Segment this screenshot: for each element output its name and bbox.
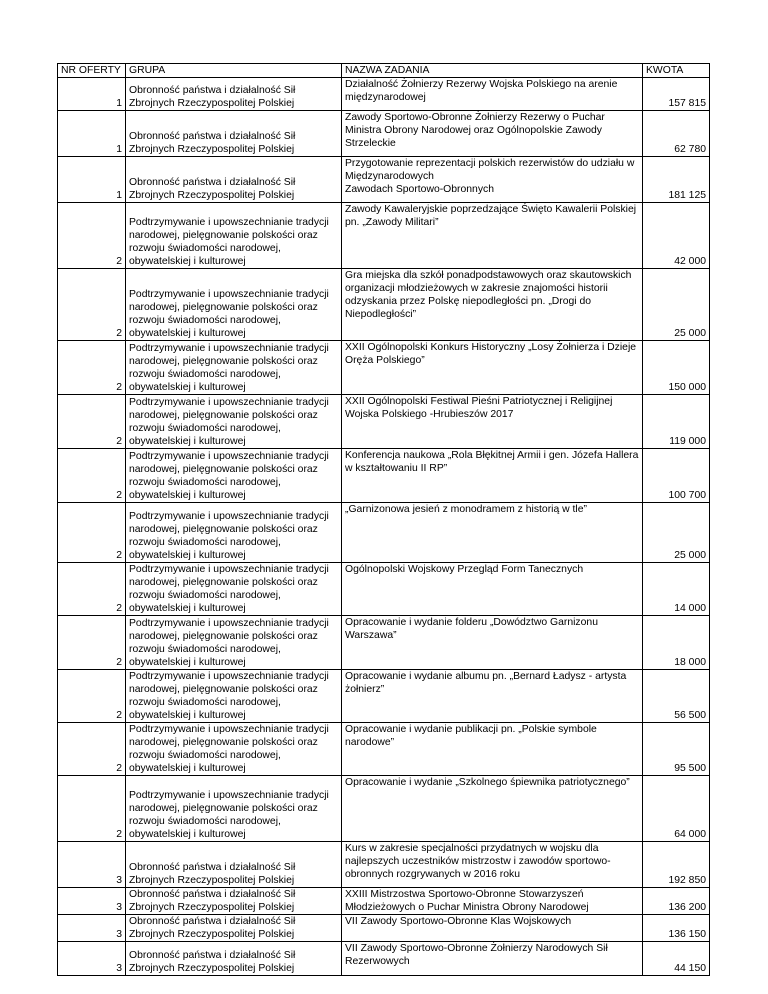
group-cell: Podtrzymywanie i upowszechnianie tradycji narodowej, pielęgnowanie polskości oraz rozwoju świadomości narodowej, obywatelskiej i kulturowej bbox=[126, 269, 342, 341]
group-cell: Obronność państwa i działalność Sił Zbrojnych Rzeczypospolitej Polskiej bbox=[126, 157, 342, 203]
task-name-cell: Gra miejska dla szkół ponadpodstawowych oraz skautowskich organizacji młodzieżowych w zakresie znajomości historii odzyskania przez Polskę niepodległości pn. „Drogi do Niepodległości” bbox=[342, 269, 643, 341]
table-row bbox=[58, 888, 710, 915]
offer-number-cell: 2 bbox=[58, 341, 126, 395]
offer-number-cell: 1 bbox=[58, 157, 126, 203]
group-cell: Podtrzymywanie i upowszechnianie tradycji narodowej, pielęgnowanie polskości oraz rozwoju świadomości narodowej, obywatelskiej i kulturowej bbox=[126, 616, 342, 670]
offer-number-cell: 2 bbox=[58, 670, 126, 723]
amount-cell: 42 000 bbox=[643, 203, 710, 269]
header-nr-oferty: NR OFERTY bbox=[58, 64, 126, 78]
table-row bbox=[58, 616, 710, 670]
amount-cell: 100 700 bbox=[643, 449, 710, 503]
table-row bbox=[58, 341, 710, 395]
amount-cell: 192 850 bbox=[643, 842, 710, 888]
task-name-cell: Opracowanie i wydanie albumu pn. „Bernard Ładysz - artysta żołnierz” bbox=[342, 670, 643, 723]
offer-number-cell: 2 bbox=[58, 723, 126, 776]
task-name-cell: VII Zawody Sportowo-Obronne Klas Wojskowych bbox=[342, 915, 643, 942]
offer-number-cell: 2 bbox=[58, 616, 126, 670]
task-name-cell: Ogólnopolski Wojskowy Przegląd Form Tanecznych bbox=[342, 563, 643, 616]
task-name-cell: Opracowanie i wydanie publikacji pn. „Polskie symbole narodowe” bbox=[342, 723, 643, 776]
group-cell: Obronność państwa i działalność Sił Zbrojnych Rzeczypospolitej Polskiej bbox=[126, 111, 342, 157]
amount-cell: 14 000 bbox=[643, 563, 710, 616]
table-row bbox=[58, 111, 710, 157]
table-row bbox=[58, 503, 710, 563]
task-name-cell: Działalność Żołnierzy Rezerwy Wojska Polskiego na arenie międzynarodowej bbox=[342, 78, 643, 111]
amount-cell: 136 150 bbox=[643, 915, 710, 942]
amount-cell: 95 500 bbox=[643, 723, 710, 776]
task-name-cell: XXII Ogólnopolski Festiwal Pieśni Patriotycznej i Religijnej Wojska Polskiego -Hrubieszów 2017 bbox=[342, 395, 643, 449]
amount-cell: 18 000 bbox=[643, 616, 710, 670]
offer-number-cell: 2 bbox=[58, 563, 126, 616]
offer-number-cell: 2 bbox=[58, 203, 126, 269]
group-cell: Podtrzymywanie i upowszechnianie tradycji narodowej, pielęgnowanie polskości oraz rozwoju świadomości narodowej, obywatelskiej i kulturowej bbox=[126, 395, 342, 449]
amount-cell: 64 000 bbox=[643, 776, 710, 842]
table-row bbox=[58, 157, 710, 203]
table-row bbox=[58, 670, 710, 723]
table-row bbox=[58, 563, 710, 616]
offer-number-cell: 3 bbox=[58, 842, 126, 888]
amount-cell: 44 150 bbox=[643, 942, 710, 976]
group-cell: Podtrzymywanie i upowszechnianie tradycji narodowej, pielęgnowanie polskości oraz rozwoju świadomości narodowej, obywatelskiej i kulturowej bbox=[126, 503, 342, 563]
offer-number-cell: 2 bbox=[58, 503, 126, 563]
group-cell: Podtrzymywanie i upowszechnianie tradycji narodowej, pielęgnowanie polskości oraz rozwoju świadomości narodowej, obywatelskiej i kulturowej bbox=[126, 449, 342, 503]
group-cell: Obronność państwa i działalność Sił Zbrojnych Rzeczypospolitej Polskiej bbox=[126, 888, 342, 915]
amount-cell: 136 200 bbox=[643, 888, 710, 915]
group-cell: Obronność państwa i działalność Sił Zbrojnych Rzeczypospolitej Polskiej bbox=[126, 915, 342, 942]
table-row bbox=[58, 395, 710, 449]
group-cell: Podtrzymywanie i upowszechnianie tradycji narodowej, pielęgnowanie polskości oraz rozwoju świadomości narodowej, obywatelskiej i kulturowej bbox=[126, 776, 342, 842]
offer-number-cell: 2 bbox=[58, 395, 126, 449]
task-name-cell: Konferencja naukowa „Rola Błękitnej Armii i gen. Józefa Hallera w kształtowaniu II RP” bbox=[342, 449, 643, 503]
table-row bbox=[58, 269, 710, 341]
offer-number-cell: 1 bbox=[58, 111, 126, 157]
offer-number-cell: 3 bbox=[58, 888, 126, 915]
task-name-cell: Opracowanie i wydanie folderu „Dowództwo Garnizonu Warszawa” bbox=[342, 616, 643, 670]
amount-cell: 119 000 bbox=[643, 395, 710, 449]
offer-number-cell: 3 bbox=[58, 942, 126, 976]
table-row bbox=[58, 78, 710, 111]
group-cell: Podtrzymywanie i upowszechnianie tradycji narodowej, pielęgnowanie polskości oraz rozwoju świadomości narodowej, obywatelskiej i kulturowej bbox=[126, 670, 342, 723]
amount-cell: 150 000 bbox=[643, 341, 710, 395]
task-name-cell: VII Zawody Sportowo-Obronne Żołnierzy Narodowych Sił Rezerwowych bbox=[342, 942, 643, 976]
header-grupa: GRUPA bbox=[126, 64, 342, 78]
task-name-cell: XXIII Mistrzostwa Sportowo-Obronne Stowarzyszeń Młodzieżowych o Puchar Ministra Obrony Narodowej bbox=[342, 888, 643, 915]
amount-cell: 25 000 bbox=[643, 269, 710, 341]
amount-cell: 157 815 bbox=[643, 78, 710, 111]
offer-number-cell: 2 bbox=[58, 269, 126, 341]
group-cell: Obronność państwa i działalność Sił Zbrojnych Rzeczypospolitej Polskiej bbox=[126, 942, 342, 976]
table-row bbox=[58, 776, 710, 842]
offers-table bbox=[57, 63, 710, 976]
header-nazwa-zadania: NAZWA ZADANIA bbox=[342, 64, 643, 78]
group-cell: Podtrzymywanie i upowszechnianie tradycji narodowej, pielęgnowanie polskości oraz rozwoju świadomości narodowej, obywatelskiej i kulturowej bbox=[126, 563, 342, 616]
offer-number-cell: 1 bbox=[58, 78, 126, 111]
group-cell: Podtrzymywanie i upowszechnianie tradycji narodowej, pielęgnowanie polskości oraz rozwoju świadomości narodowej, obywatelskiej i kulturowej bbox=[126, 723, 342, 776]
table-row bbox=[58, 203, 710, 269]
group-cell: Obronność państwa i działalność Sił Zbrojnych Rzeczypospolitej Polskiej bbox=[126, 78, 342, 111]
task-name-cell: „Garnizonowa jesień z monodramem z historią w tle” bbox=[342, 503, 643, 563]
table-row bbox=[58, 723, 710, 776]
table-row bbox=[58, 915, 710, 942]
group-cell: Podtrzymywanie i upowszechnianie tradycji narodowej, pielęgnowanie polskości oraz rozwoju świadomości narodowej, obywatelskiej i kulturowej bbox=[126, 341, 342, 395]
task-name-cell: Zawody Sportowo-Obronne Żołnierzy Rezerwy o Puchar Ministra Obrony Narodowej oraz Ogólnopolskie Zawody Strzeleckie bbox=[342, 111, 643, 157]
task-name-cell: Kurs w zakresie specjalności przydatnych w wojsku dla najlepszych uczestników mistrzostw i zawodów sportowo- obronnych rozgrywanych w 2016 roku bbox=[342, 842, 643, 888]
group-cell: Obronność państwa i działalność Sił Zbrojnych Rzeczypospolitej Polskiej bbox=[126, 842, 342, 888]
offer-number-cell: 2 bbox=[58, 776, 126, 842]
group-cell: Podtrzymywanie i upowszechnianie tradycji narodowej, pielęgnowanie polskości oraz rozwoju świadomości narodowej, obywatelskiej i kulturowej bbox=[126, 203, 342, 269]
task-name-cell: XXII Ogólnopolski Konkurs Historyczny „Losy Żołnierza i Dzieje Oręża Polskiego” bbox=[342, 341, 643, 395]
task-name-cell: Zawody Kawaleryjskie poprzedzające Święto Kawalerii Polskiej pn. „Zawody Militari” bbox=[342, 203, 643, 269]
task-name-cell: Przygotowanie reprezentacji polskich rezerwistów do udziału w Międzynarodowych Zawodach Sportowo-Obronnych bbox=[342, 157, 643, 203]
table-row bbox=[58, 842, 710, 888]
amount-cell: 56 500 bbox=[643, 670, 710, 723]
header-row bbox=[58, 64, 710, 78]
amount-cell: 181 125 bbox=[643, 157, 710, 203]
header-kwota: KWOTA bbox=[643, 64, 710, 78]
offer-number-cell: 2 bbox=[58, 449, 126, 503]
offer-number-cell: 3 bbox=[58, 915, 126, 942]
table-row bbox=[58, 942, 710, 976]
amount-cell: 62 780 bbox=[643, 111, 710, 157]
amount-cell: 25 000 bbox=[643, 503, 710, 563]
task-name-cell: Opracowanie i wydanie „Szkolnego śpiewnika patriotycznego” bbox=[342, 776, 643, 842]
table-row bbox=[58, 449, 710, 503]
